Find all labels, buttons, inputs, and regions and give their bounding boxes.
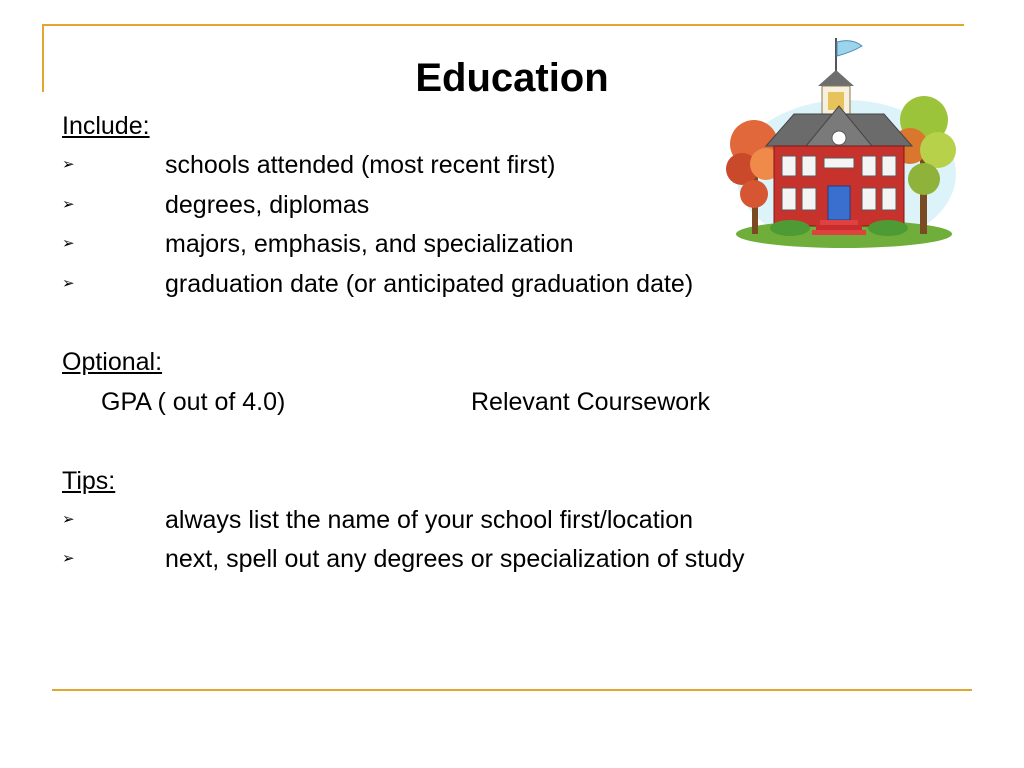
bottom-rule xyxy=(52,689,972,691)
optional-heading: Optional: xyxy=(62,348,163,376)
bullet-arrow-icon: ➢ xyxy=(62,235,75,252)
bullet-arrow-icon: ➢ xyxy=(62,196,75,213)
bullet-arrow-icon: ➢ xyxy=(62,275,75,292)
top-rule xyxy=(42,24,964,26)
optional-gpa: GPA ( out of 4.0) xyxy=(101,388,286,416)
include-item-text: majors, emphasis, and specialization xyxy=(165,230,574,258)
include-item-text: schools attended (most recent first) xyxy=(165,151,556,179)
include-heading: Include: xyxy=(62,112,150,140)
slide-title: Education xyxy=(415,56,609,100)
bullet-arrow-icon: ➢ xyxy=(62,511,75,528)
optional-coursework: Relevant Coursework xyxy=(471,388,710,416)
tips-item-text: next, spell out any degrees or specialization of study xyxy=(165,545,745,573)
tips-item-text: always list the name of your school first/location xyxy=(165,506,694,534)
include-item-text: graduation date (or anticipated graduation date) xyxy=(165,270,694,298)
include-item-text: degrees, diplomas xyxy=(165,191,370,219)
bullet-arrow-icon: ➢ xyxy=(62,156,75,173)
schoolhouse-icon xyxy=(724,34,960,252)
tips-heading: Tips: xyxy=(62,467,116,495)
bullet-arrow-icon: ➢ xyxy=(62,550,75,567)
